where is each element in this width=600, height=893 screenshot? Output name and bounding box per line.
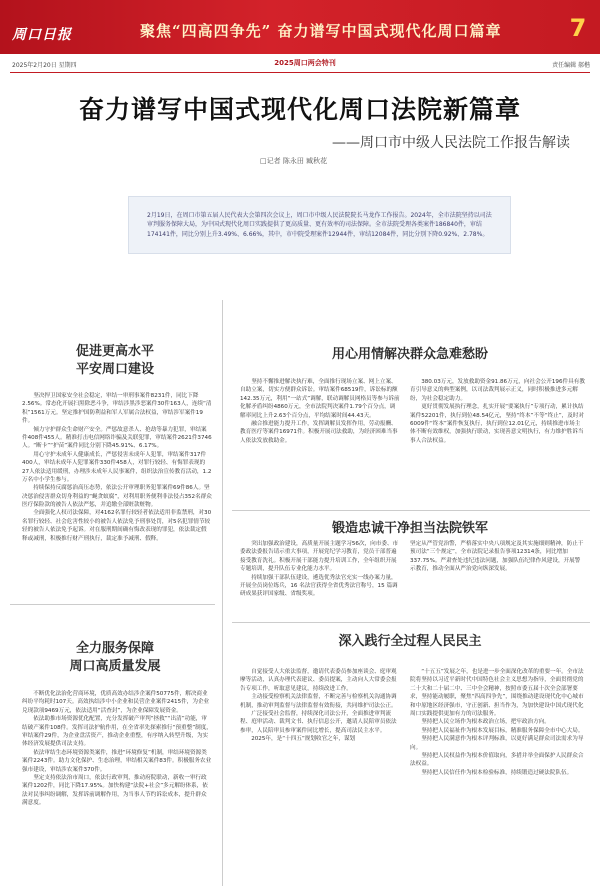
paragraph: 主动接受检察机关法律监督，不断完善与检察机关沟通协调机制，推动审判监督与法律监督有效衔接，共同维护司法公正。 <box>240 694 397 709</box>
paragraph: 坚持不懈推进解决执行难，全面推行现场立案、网上立案、自助立案，切实方便群众诉讼。审结案件68519件，诉讼标的额142.35万元，利用“一站式”调解，联动调解员网格员等参与诉前化解矛盾纠纷4860万元，全市法院判决案件1.79个百分点，调解率同比上升2.63个百分点，平均结案时间44.43天。 <box>240 379 400 419</box>
section-body <box>410 668 585 883</box>
section-body <box>22 392 212 602</box>
paragraph: 坚持把人民福祉作为根本发展目标，精准服务保障全市中心大局。 <box>421 727 584 734</box>
headline: 奋力谱写中国式现代化周口法院新篇章 <box>78 95 521 124</box>
section-title-line: 平安周口建设 <box>75 361 154 377</box>
section-title-line: 全力服务保障 <box>75 641 154 656</box>
section-body <box>240 668 400 883</box>
paragraph: 2025年，是“十四五”规划收官之年，谋划 <box>251 736 356 743</box>
paragraph: 坚持把人民立场作为根本政治立场，把牢政治方向。 <box>421 719 550 726</box>
paragraph: 坚持把人民满意作为根本评判标准，以更好满足群众司法需求为导向。 <box>410 736 584 751</box>
paragraph: 持续加强干部队伍建设，遴选优秀法官充实一线办案力量，开展全员岗位练兵，16 名法官获得全省优秀法官称号，15 篇调研成果获评国家级、省级奖项。 <box>240 574 398 598</box>
paragraph: 融合推进能力提升工作，发挥调解员发挥作用，劳动报酬、教育医疗等案件16971件。积极开展司法救助，为经济困难当事人依法发放救助金。 <box>240 420 398 444</box>
section-title-line: 周口高质量发展 <box>69 658 161 674</box>
paragraph: 依法审结生态环境资源类案件，推进“环境修复”机制，审结环境资源类案件2243件。助力文化保护、生态治理，审结相关案件83件。积极服务农业强市建设，审结涉农案件370件。 <box>22 749 212 773</box>
paragraph: 依法助推市场资源优化配置，充分发挥破产审判“拯救”“出清”功能，审结破产案件108件。发挥司法护航作用，在全省率先探索推行“预重整”制度，审结案件29件，为企业盘活资产，推动企业重整，有序纳入转型升级，为实体经济发展提供司法支持。 <box>22 716 212 748</box>
section-divider <box>10 604 215 605</box>
paragraph: 更好贯彻发展执行理念，扎实开展“要案执行”专项行动，累计执结案件52201件，执行到位48.54亿元，坚持“终本”不等“终止”，及时对6009件“终本”案件恢复执行，执行到位12.01亿元，持续推进市场主体不断有效维权，加强执行联动，实现善意文明执行，有力维护胜诉当事人合法权益。 <box>410 404 585 444</box>
editor-credit: 责任编辑 郝楷 <box>552 62 590 69</box>
section-title-line: 促进更高水平 <box>75 344 154 359</box>
section-divider <box>232 622 590 623</box>
paragraph: 突出加强政治建设，高质量开展主题学习56次，向市委、市委政法委报告请示重大事项，开展党纪学习教育，党员干部普遍接受教育洗礼。积极开展干部能力提升培训工作，全年组织开展专题培训，提升队伍专业化能力水平。 <box>240 541 399 573</box>
paragraph: 不断优化法治化营商环境，优质高效办结涉企案件50775件，解决商业纠纷平均耗时107天。高效执结涉中小企业和民营企业案件2415件，为企业兑现款项9469万元，依法适用“活查封”，为企业保障发展资金。 <box>22 691 210 714</box>
lead-summary-box: 2月19日，在周口市第五届人民代表大会第四次会议上，周口市中级人民法院院长马龙作工作报告。2024年，全市法院坚持以司法审判服务保障大局，为中国式现代化周口实践提供了更高质量、更有效率的司法保障。全市法院受理各类案件186840件，审结174141件，同比分别上升3.49%、6.66%，其中，市中院受理案件12944件，审结12084件，同比分别下降0.92%、2.78%。 <box>128 196 511 254</box>
paragraph: “十五五”发展之年，也是进一步全面深化改革的重要一年。全市法院将坚持以习近平新时代中国特色社会主义思想为指导，全面贯彻党的二十大和二十届二中、三中全会精神，按照市委五届十次全会部署要求，坚持能动履职，聚焦“四高四争先”，围绕推动建设现代化中心城市和中原地区经济强市，守正创新、担当作为，为加快建设中国式现代化周口实践提供更加有力的司法服务。 <box>410 669 584 717</box>
section-title-peoples-democracy: 深入践行全过程人民民主 <box>338 634 482 649</box>
paragraph: 坚决捍卫国家安全社会稳定，审结一审刑事案件8231件，同比下降2.56%。常态化开展扫黑除恶斗争，审结涉黑涉恶案件30件163人，连续“清积”1561万元。坚定推护国防利益和军人军属合法权益，审结涉军案件19件。 <box>22 393 212 425</box>
section-body <box>22 690 212 885</box>
paragraph: 坚持把人民信任作为根本检验标准，持续锻造过硬法院队伍。 <box>421 769 573 776</box>
section-body <box>410 378 585 508</box>
paragraph: 广泛接受社会监督，持续深化司法公开，全面推进审判流程、庭审活动、裁判文书、执行信息公开，邀请人民陪审员依法参审，人民陪审员参审案件同比增长，提高司法民主水平。 <box>240 710 397 734</box>
paragraph: 持续保持反腐惩治高压态势，依法公开审理职务犯罪案件69件86人。坚决惩治侵害群众切身利益的“蝇贪蚁腐”，对利用职务便利非法侵占352名群众医疗保险款的被告人依法严惩，并追缴全部赃款赃物。 <box>22 485 212 509</box>
section-body: 坚定从严管党治警，严格落实中央八项规定及其实施细则精神，防止干预司法“三个规定”，全市法院记录报告事项12314条，同比增加337.75%。严肃查处违纪违法问题，加强队伍纪律作风建设，开展警示教育，推动全面从严治党向纵深发展。 <box>410 541 584 573</box>
header-banner <box>0 0 600 54</box>
newspaper-logo: 周口日报 <box>12 27 72 43</box>
section-title-safe-zhoukou <box>40 343 190 378</box>
byline: □记者 陈永田 臧秋花 <box>260 157 328 165</box>
paragraph: 倾力守护群众生命财产安全。严惩故意杀人、抢劫等暴力犯罪，审结案件408件455人。精准打击电信网络诈骗及关联犯罪，审结案件2621件3746人。“断卡”“护苗”案件同比分别下降45.91%、6.17%。 <box>22 426 212 450</box>
subheadline: ——周口市中级人民法院工作报告解读 <box>332 135 570 151</box>
section-title-high-quality-development <box>40 640 190 675</box>
paragraph: 用心守护未成年人健康成长，严惩侵害未成年人犯罪，审结案件317件400人，审结未成年人犯罪案件330件458人，对罪行较轻、有悔罪表现的27人依法适用缓刑，办理涉未成年人民事案件，组织法治宣传教育活动，1.2万名中小学生参与。 <box>22 451 212 483</box>
section-divider <box>232 510 590 511</box>
section-title-people-concerns: 用心用情解决群众急难愁盼 <box>331 347 488 362</box>
section-body <box>240 378 400 508</box>
banner-slogan: 聚焦“四高四争先” 奋力谱写中国式现代化周口篇章 <box>140 22 502 40</box>
issue-date: 2025年2月20日 星期四 <box>12 62 77 69</box>
sub-header <box>0 58 600 70</box>
paragraph: 坚持把人民权益作为根本价值取向，多措并举全面保护人民群众合法权益。 <box>410 752 584 768</box>
paragraph: 全面强化人权司法保障，对4162名罪行较轻者依法适用非监禁刑，对30名罪行较轻、社会危害性较小的被告人依法免予刑事处罚，对5名犯罪情节较轻的被告人依法免予起诉。对在服刑期间确有悔改表现的罪犯，依法裁定假释或减刑，积极推行财产刑执行，裁定准予减刑、假释。 <box>22 510 212 542</box>
header-divider <box>10 72 590 73</box>
special-edition-label: 2025周口两会特刊 <box>274 59 336 67</box>
paragraph: 自觉接受人大依法监督，邀请代表委员参加座谈会、庭审观摩等活动，认真办理代表建议、委员提案，主动向人大常委会报告专项工作，听取意见建议，持续改进工作。 <box>240 669 397 692</box>
section-title-court-team: 锻造忠诚干净担当法院铁军 <box>331 521 488 536</box>
paragraph: 380.03万元，发放救助资金91.86万元，向社会公开196件具有教育引导意义的典型案例，以司法裁判展示正义，同时积极推进多元解纷，为社会稳定助力。 <box>410 379 585 402</box>
page-number: 7 <box>569 14 587 42</box>
paragraph: 坚定支持依法治市周口，依法行政审判，推动府院联动，新收一审行政案件1202件，同比下降17.95%。加快构建“法院+社会”多元解纷体系，依法对民事纠纷调解，发挥诉前调解作用，为当事人节约诉讼成本，提升群众满意度。 <box>22 774 208 807</box>
section-body <box>240 540 400 620</box>
column-divider <box>222 300 223 886</box>
